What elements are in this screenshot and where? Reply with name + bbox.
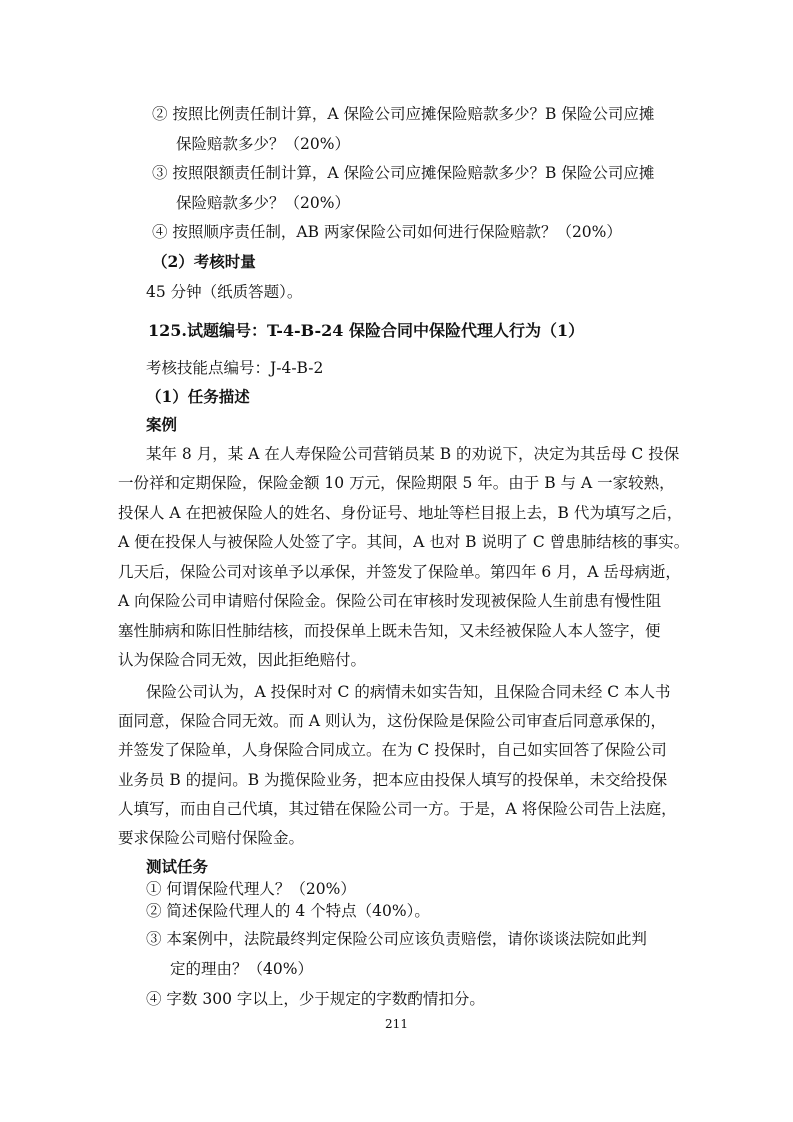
case-para-2-line: 保险公司认为，A 投保时对 C 的病情未如实告知，且保险合同未经 C 本人书 (146, 683, 671, 701)
test-task-4: ④ 字数 300 字以上，少于规定的字数酌情扣分。 (146, 990, 485, 1008)
test-task-3-line-1: ③ 本案例中，法院最终判定保险公司应该负责赔偿，请你谈谈法院如此判 (146, 930, 647, 948)
test-task-3-line-2: 定的理由？（40%） (170, 960, 313, 978)
prev-item-3-line-2: 保险赔款多少？（20%） (176, 194, 350, 212)
prev-item-3-line-1: ③ 按照限额责任制计算，A 保险公司应摊保险赔款多少？B 保险公司应摊 (152, 164, 655, 182)
case-para-1-line: A 向保险公司申请赔付保险金。保险公司在审核时发现被保险人生前患有慢性阻 (118, 592, 662, 610)
skill-code: 考核技能点编号：J-4-B-2 (146, 359, 324, 377)
time-value: 45 分钟（纸质答题）。 (146, 283, 303, 301)
case-heading: 案例 (146, 415, 178, 434)
prev-item-4: ④ 按照顺序责任制，AB 两家保险公司如何进行保险赔款？（20%） (152, 223, 622, 241)
case-para-1-line: 某年 8 月，某 A 在人寿保险公司营销员某 B 的劝说下，决定为其岳母 C 投保 (146, 445, 680, 463)
case-para-1-line: 塞性肺病和陈旧性肺结核，而投保单上既未告知，又未经被保险人本人签字，便 (118, 622, 661, 640)
case-para-2-line: 人填写，而由自己代填，其过错在保险公司一方。于是，A 将保险公司告上法庭， (118, 800, 677, 818)
case-para-2-line: 要求保险公司赔付保险金。 (118, 829, 305, 847)
time-heading: （2）考核时量 (152, 252, 256, 271)
question-title: 125.试题编号：T-4-B-24 保险合同中保险代理人行为（1） (148, 321, 585, 340)
test-heading: 测试任务 (146, 857, 209, 876)
page-number: 211 (385, 1017, 408, 1031)
test-task-2: ② 简述保险代理人的 4 个特点（40%）。 (146, 902, 430, 920)
prev-item-2-line-1: ② 按照比例责任制计算，A 保险公司应摊保险赔款多少？B 保险公司应摊 (152, 105, 655, 123)
case-para-1-line: 一份祥和定期保险，保险金额 10 万元，保险期限 5 年。由于 B 与 A 一家较熟， (118, 474, 675, 492)
case-para-2-line: 面同意，保险合同无效。而 A 则认为，这份保险是保险公司审查后同意承保的， (118, 712, 667, 730)
case-para-2-line: 业务员 B 的提问。B 为揽保险业务，把本应由投保人填写的投保单，未交给投保 (118, 771, 668, 789)
test-task-1: ① 何谓保险代理人？（20%） (146, 880, 356, 898)
case-para-2-line: 并签发了保险单，人身保险合同成立。在为 C 投保时，自己如实回答了保险公司 (118, 741, 667, 759)
case-para-1-line: 认为保险合同无效，因此拒绝赔付。 (118, 651, 367, 669)
case-para-1-line: 几天后，保险公司对该单予以承保，并签发了保险单。第四年 6 月，A 岳母病逝， (118, 563, 681, 581)
task-heading: （1）任务描述 (146, 387, 250, 406)
case-para-1-line: A 便在投保人与被保险人处签了字。其间，A 也对 B 说明了 C 曾患肺结核的事实。 (118, 533, 690, 551)
prev-item-2-line-2: 保险赔款多少？（20%） (176, 135, 350, 153)
case-para-1-line: 投保人 A 在把被保险人的姓名、身份证号、地址等栏目报上去，B 代为填写之后， (118, 504, 683, 522)
